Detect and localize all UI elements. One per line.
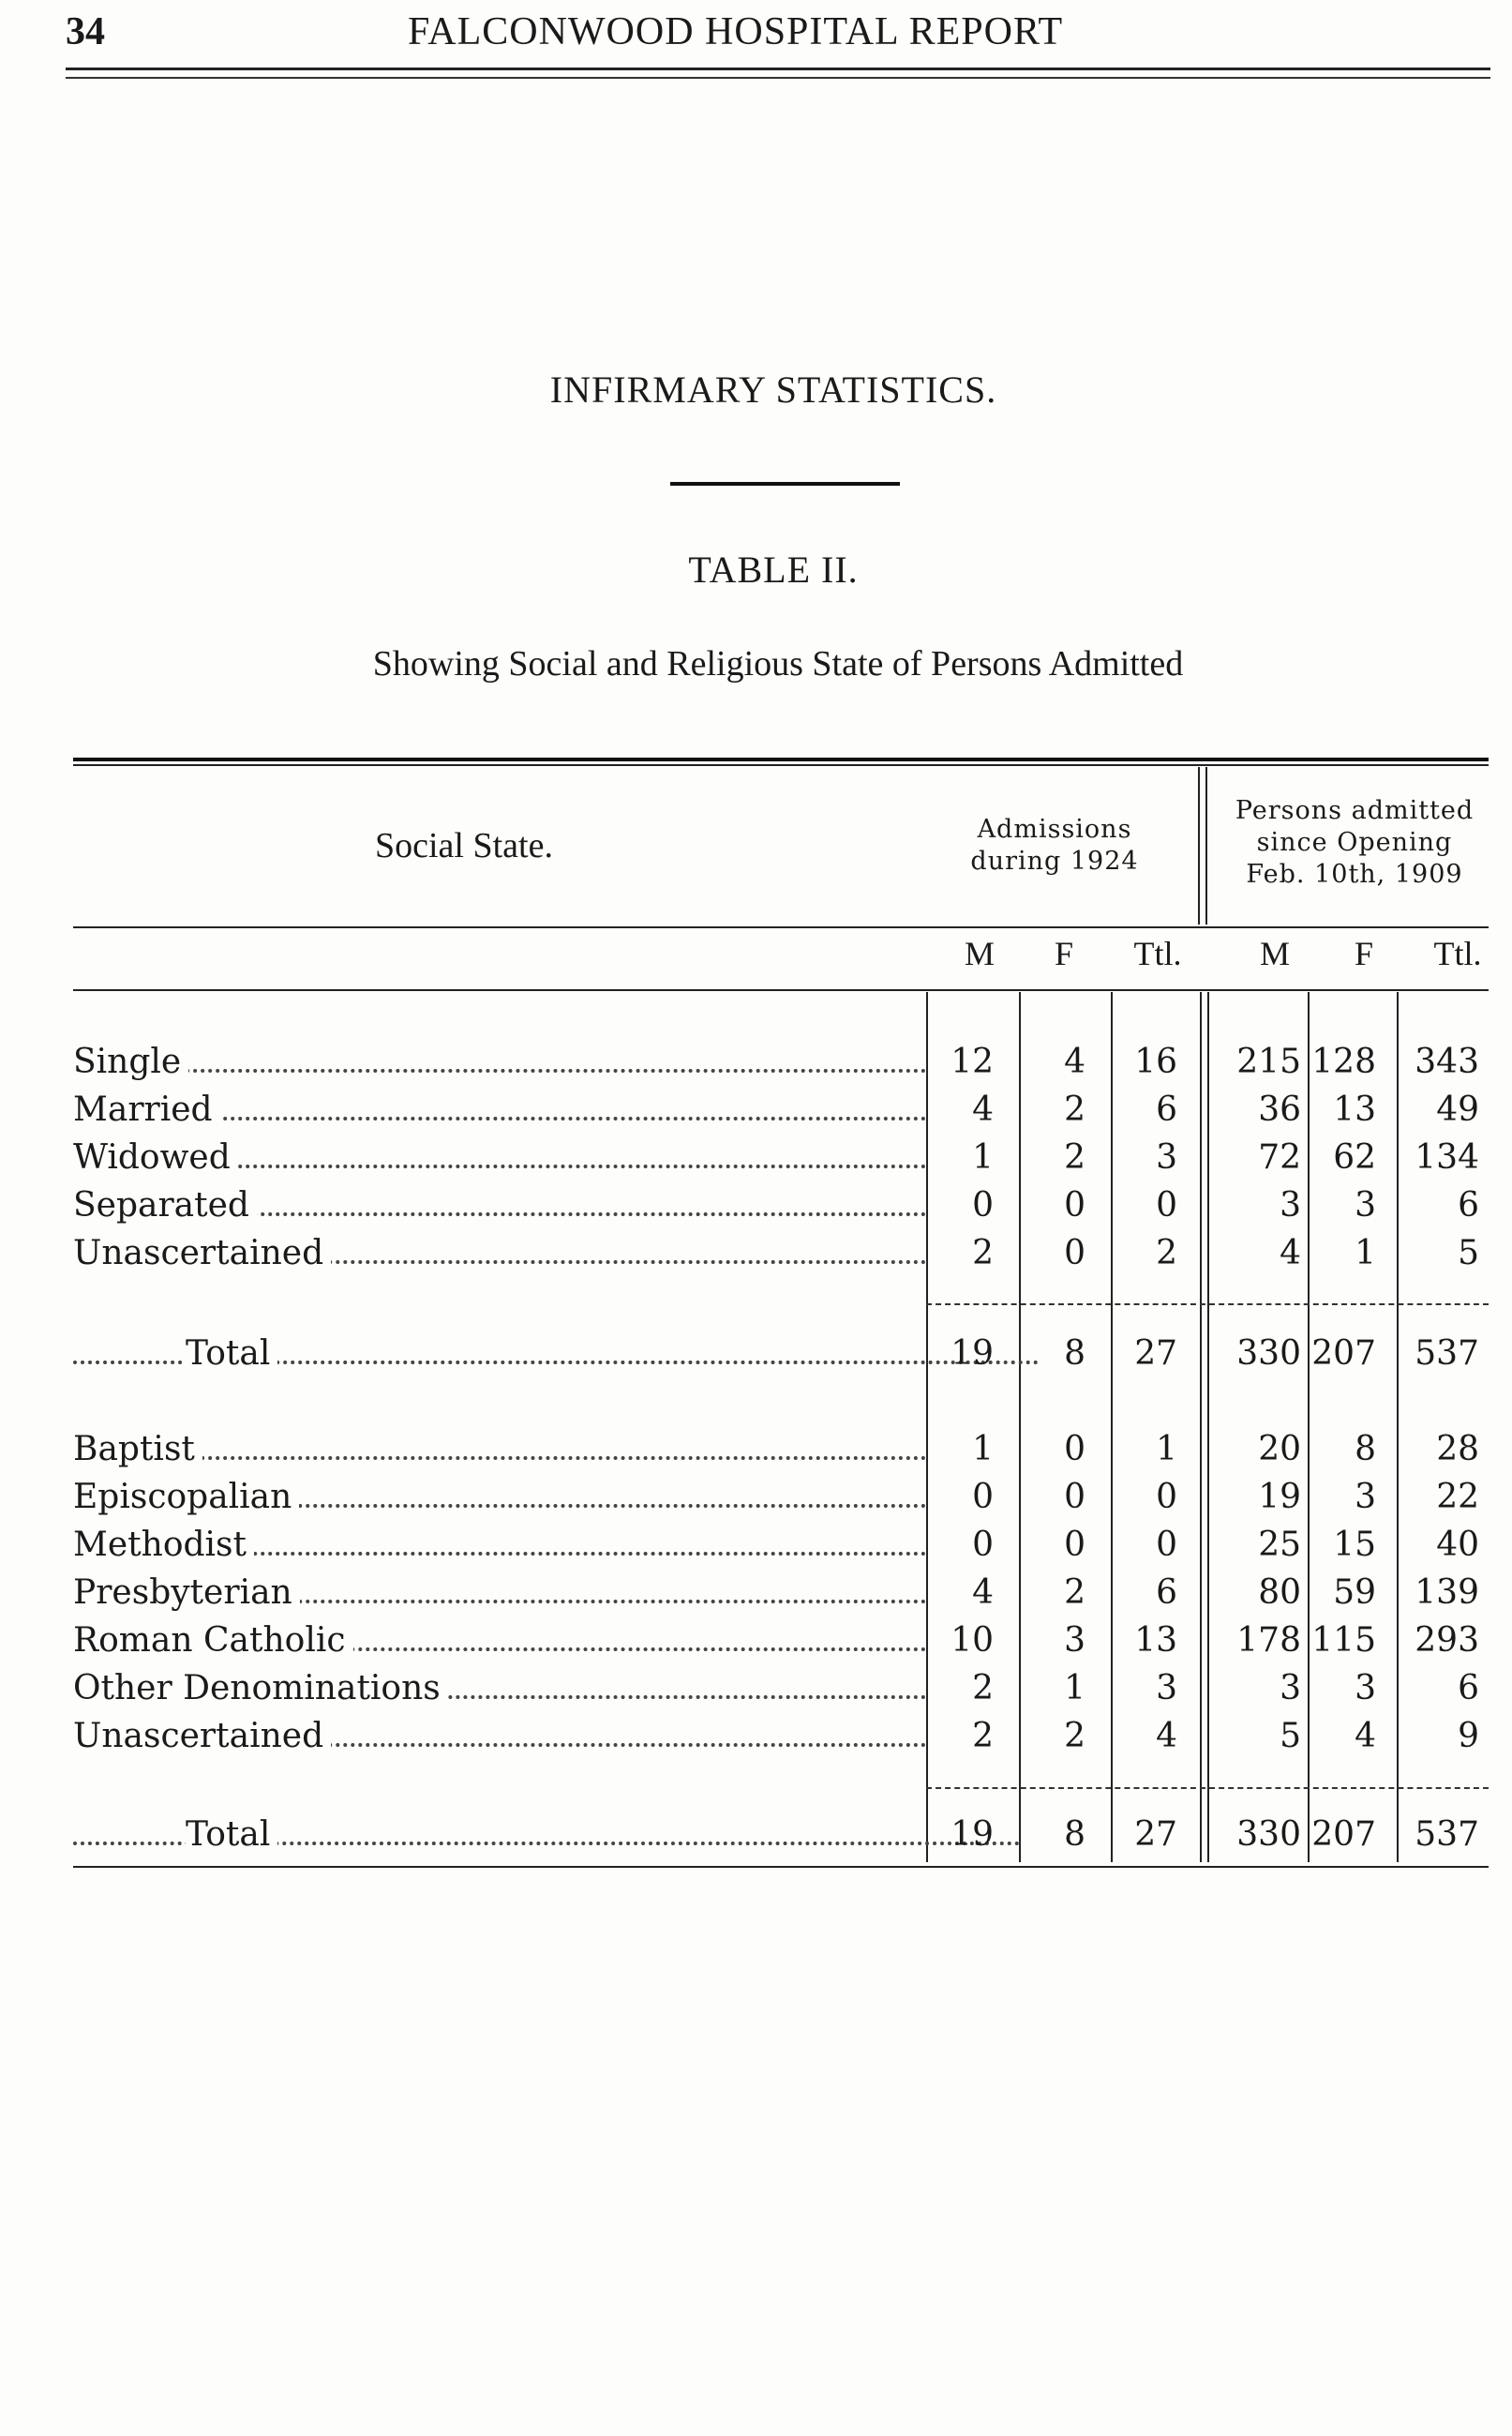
subheader-total: Ttl. bbox=[1433, 935, 1482, 972]
column-group-admissions-line: Admissions bbox=[977, 815, 1132, 844]
cell-adm-f: 1 bbox=[1064, 1669, 1085, 1707]
cell-adm-f: 0 bbox=[1064, 1430, 1085, 1468]
cell-adm-m: 10 bbox=[951, 1621, 994, 1660]
cell-adm-total: 4 bbox=[1156, 1717, 1177, 1755]
cell-adm-f: 4 bbox=[1064, 1043, 1085, 1081]
column-separator bbox=[1207, 992, 1209, 1862]
cell-adm-f: 2 bbox=[1064, 1138, 1085, 1177]
subtotal-rule bbox=[926, 1303, 1489, 1305]
cell-adm-total: 16 bbox=[1134, 1043, 1177, 1081]
cell-adm-f: 0 bbox=[1064, 1478, 1085, 1516]
cell-adm-m: 2 bbox=[972, 1717, 994, 1755]
cell-adm-m: 2 bbox=[972, 1234, 994, 1272]
cell-adm-f: 2 bbox=[1064, 1090, 1085, 1129]
cell-adm-total: 3 bbox=[1156, 1669, 1177, 1707]
cell-since-f: 15 bbox=[1333, 1526, 1376, 1564]
cell-adm-total: 3 bbox=[1156, 1138, 1177, 1177]
cell-since-total: 9 bbox=[1458, 1717, 1479, 1755]
page-number: 34 bbox=[66, 10, 105, 53]
table-bottom-rule bbox=[73, 1866, 1489, 1868]
cell-since-total: 537 bbox=[1415, 1334, 1479, 1373]
cell-since-f: 62 bbox=[1333, 1138, 1376, 1177]
cell-adm-f: 3 bbox=[1064, 1621, 1085, 1660]
header-rule-secondary bbox=[66, 77, 1490, 79]
cell-adm-m: 19 bbox=[951, 1334, 994, 1373]
header-divider bbox=[73, 926, 1489, 928]
cell-since-m: 5 bbox=[1280, 1717, 1301, 1755]
row-label: Episcopalian bbox=[73, 1478, 299, 1516]
total-label: Total bbox=[186, 1815, 277, 1854]
cell-since-m: 20 bbox=[1258, 1430, 1301, 1468]
cell-since-f: 1 bbox=[1355, 1234, 1376, 1272]
column-group-admissions-line: during 1924 bbox=[970, 847, 1139, 876]
cell-since-total: 343 bbox=[1415, 1043, 1479, 1081]
cell-since-f: 3 bbox=[1355, 1669, 1376, 1707]
cell-adm-f: 0 bbox=[1064, 1186, 1085, 1225]
row-label: Other Denominations bbox=[73, 1669, 448, 1707]
cell-since-total: 40 bbox=[1436, 1526, 1479, 1564]
cell-since-m: 72 bbox=[1258, 1138, 1301, 1177]
cell-adm-f: 2 bbox=[1064, 1717, 1085, 1755]
cell-since-m: 330 bbox=[1236, 1334, 1301, 1373]
cell-since-m: 19 bbox=[1258, 1478, 1301, 1516]
cell-adm-f: 0 bbox=[1064, 1234, 1085, 1272]
cell-adm-total: 2 bbox=[1156, 1234, 1177, 1272]
cell-since-f: 13 bbox=[1333, 1090, 1376, 1129]
cell-since-m: 80 bbox=[1258, 1573, 1301, 1612]
cell-since-m: 330 bbox=[1236, 1815, 1301, 1854]
cell-adm-total: 27 bbox=[1134, 1815, 1177, 1854]
cell-adm-m: 0 bbox=[972, 1478, 994, 1516]
row-label: Unascertained bbox=[73, 1717, 331, 1755]
cell-since-total: 5 bbox=[1458, 1234, 1479, 1272]
table-subtitle: Showing Social and Religious State of Persons Admitted bbox=[372, 644, 1184, 684]
row-label: Methodist bbox=[73, 1526, 254, 1564]
header-rule bbox=[66, 68, 1490, 70]
column-header-social-state: Social State. bbox=[375, 826, 553, 865]
cell-adm-total: 6 bbox=[1156, 1090, 1177, 1129]
cell-since-f: 59 bbox=[1333, 1573, 1376, 1612]
column-group-persons-admitted bbox=[1205, 795, 1505, 891]
cell-since-f: 8 bbox=[1355, 1430, 1376, 1468]
subheader-f: F bbox=[1354, 935, 1374, 972]
cell-adm-total: 1 bbox=[1156, 1430, 1177, 1468]
total-label: Total bbox=[186, 1334, 277, 1373]
cell-adm-m: 12 bbox=[951, 1043, 994, 1081]
cell-adm-m: 1 bbox=[972, 1430, 994, 1468]
cell-since-m: 178 bbox=[1236, 1621, 1301, 1660]
title-rule bbox=[670, 482, 900, 486]
cell-since-m: 3 bbox=[1280, 1186, 1301, 1225]
cell-since-m: 25 bbox=[1258, 1526, 1301, 1564]
cell-since-total: 134 bbox=[1415, 1138, 1479, 1177]
cell-since-m: 36 bbox=[1258, 1090, 1301, 1129]
cell-since-total: 293 bbox=[1415, 1621, 1479, 1660]
cell-since-m: 4 bbox=[1280, 1234, 1301, 1272]
column-group-persons-line: since Opening bbox=[1256, 828, 1453, 857]
cell-adm-f: 2 bbox=[1064, 1573, 1085, 1612]
table-top-rule bbox=[73, 758, 1489, 761]
row-label: Separated bbox=[73, 1186, 257, 1225]
group-divider bbox=[1198, 767, 1200, 925]
row-label: Single bbox=[73, 1043, 188, 1081]
cell-adm-total: 0 bbox=[1156, 1478, 1177, 1516]
column-separator bbox=[1200, 992, 1202, 1862]
table-title: TABLE II. bbox=[688, 549, 859, 591]
subheader-total: Ttl. bbox=[1133, 935, 1182, 972]
subheader-divider bbox=[73, 989, 1489, 991]
column-group-admissions bbox=[956, 814, 1153, 878]
cell-since-total: 22 bbox=[1436, 1478, 1479, 1516]
column-group-persons-line: Feb. 10th, 1909 bbox=[1246, 860, 1463, 889]
cell-since-total: 6 bbox=[1458, 1669, 1479, 1707]
row-label: Unascertained bbox=[73, 1234, 331, 1272]
cell-since-f: 128 bbox=[1311, 1043, 1376, 1081]
cell-since-total: 139 bbox=[1415, 1573, 1479, 1612]
table-top-rule-secondary bbox=[73, 764, 1489, 766]
row-label: Roman Catholic bbox=[73, 1621, 353, 1660]
row-label: Presbyterian bbox=[73, 1573, 300, 1612]
running-title: FALCONWOOD HOSPITAL REPORT bbox=[408, 10, 1064, 53]
cell-since-f: 4 bbox=[1355, 1717, 1376, 1755]
cell-adm-total: 0 bbox=[1156, 1186, 1177, 1225]
row-label: Married bbox=[73, 1090, 220, 1129]
cell-since-total: 537 bbox=[1415, 1815, 1479, 1854]
cell-adm-f: 0 bbox=[1064, 1526, 1085, 1564]
cell-adm-total: 13 bbox=[1134, 1621, 1177, 1660]
cell-since-f: 207 bbox=[1311, 1815, 1376, 1854]
cell-since-f: 3 bbox=[1355, 1478, 1376, 1516]
cell-adm-total: 0 bbox=[1156, 1526, 1177, 1564]
subheader-m: M bbox=[1259, 935, 1290, 972]
column-group-persons-line: Persons admitted bbox=[1235, 796, 1475, 825]
cell-adm-m: 2 bbox=[972, 1669, 994, 1707]
cell-adm-total: 27 bbox=[1134, 1334, 1177, 1373]
cell-since-total: 28 bbox=[1436, 1430, 1479, 1468]
subheader-f: F bbox=[1054, 935, 1074, 972]
cell-adm-f: 8 bbox=[1064, 1815, 1085, 1854]
cell-since-total: 6 bbox=[1458, 1186, 1479, 1225]
cell-since-f: 207 bbox=[1311, 1334, 1376, 1373]
cell-adm-m: 19 bbox=[951, 1815, 994, 1854]
cell-since-f: 3 bbox=[1355, 1186, 1376, 1225]
cell-adm-total: 6 bbox=[1156, 1573, 1177, 1612]
cell-adm-m: 0 bbox=[972, 1526, 994, 1564]
cell-since-m: 3 bbox=[1280, 1669, 1301, 1707]
cell-adm-m: 4 bbox=[972, 1573, 994, 1612]
subheader-m: M bbox=[964, 935, 995, 972]
section-title: INFIRMARY STATISTICS. bbox=[549, 368, 997, 411]
row-label: Widowed bbox=[73, 1138, 238, 1177]
cell-since-total: 49 bbox=[1436, 1090, 1479, 1129]
cell-adm-f: 8 bbox=[1064, 1334, 1085, 1373]
cell-since-m: 215 bbox=[1236, 1043, 1301, 1081]
row-label: Baptist bbox=[73, 1430, 202, 1468]
cell-since-f: 115 bbox=[1311, 1621, 1376, 1660]
subtotal-rule bbox=[926, 1787, 1489, 1789]
cell-adm-m: 4 bbox=[972, 1090, 994, 1129]
cell-adm-m: 0 bbox=[972, 1186, 994, 1225]
cell-adm-m: 1 bbox=[972, 1138, 994, 1177]
